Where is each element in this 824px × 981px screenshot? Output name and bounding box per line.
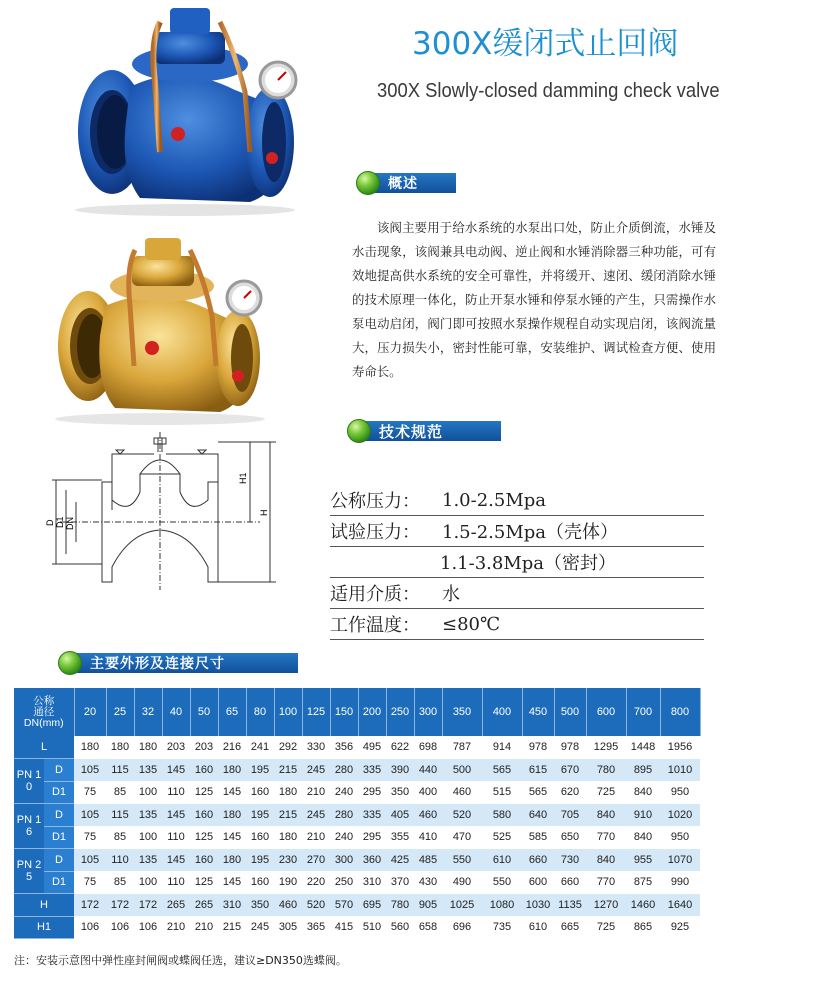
table-cell: 180 <box>274 826 302 849</box>
table-cell: 280 <box>330 804 358 827</box>
table-cell: 1010 <box>660 759 700 782</box>
pn-group-label: PN 16 <box>14 804 44 849</box>
table-cell: 195 <box>246 849 274 872</box>
table-cell: 85 <box>106 781 134 804</box>
spec-value: 水 <box>442 584 460 605</box>
table-cell: 145 <box>218 826 246 849</box>
table-cell: 580 <box>482 804 522 827</box>
table-cell: 135 <box>134 804 162 827</box>
dn-header-cell: 20 <box>74 688 106 736</box>
table-cell: 180 <box>218 804 246 827</box>
table-cell: 85 <box>106 826 134 849</box>
table-cell: 160 <box>190 849 218 872</box>
specs-heading <box>347 420 501 442</box>
table-cell: 106 <box>134 916 162 939</box>
table-cell: 770 <box>586 826 626 849</box>
diagram-label-d1: D1 <box>55 516 65 528</box>
dn-header-cell: 80 <box>246 688 274 736</box>
table-cell: 105 <box>74 804 106 827</box>
table-cell: 195 <box>246 759 274 782</box>
dimensions-table <box>14 688 701 939</box>
table-cell: 500 <box>442 759 482 782</box>
table-cell: 780 <box>386 894 414 917</box>
table-cell: 470 <box>442 826 482 849</box>
table-cell: 490 <box>442 871 482 894</box>
table-cell: 865 <box>626 916 660 939</box>
table-cell: 600 <box>522 871 554 894</box>
table-cell: 180 <box>274 781 302 804</box>
table-cell: 110 <box>106 849 134 872</box>
table-cell: 145 <box>162 804 190 827</box>
table-cell: 280 <box>330 759 358 782</box>
table-cell: 515 <box>482 781 522 804</box>
dn-header-cell: 32 <box>134 688 162 736</box>
page-title: 300X缓闭式止回阀 <box>412 26 679 62</box>
table-cell: 145 <box>162 849 190 872</box>
overview-heading <box>356 172 456 194</box>
corner-line: 公称 <box>33 694 55 707</box>
diagram-label-d: D <box>45 519 55 526</box>
bullet-ball-icon <box>58 651 82 675</box>
table-cell: 110 <box>162 781 190 804</box>
table-cell: 240 <box>330 826 358 849</box>
row-sub-label: D1 <box>44 826 74 849</box>
table-cell: 100 <box>134 826 162 849</box>
table-cell: 440 <box>414 759 442 782</box>
table-cell: 160 <box>190 804 218 827</box>
table-cell: 110 <box>162 871 190 894</box>
table-cell: 100 <box>134 781 162 804</box>
table-cell: 460 <box>414 804 442 827</box>
spec-value: 1.0-2.5Mpa <box>442 489 547 511</box>
table-cell: 245 <box>302 804 330 827</box>
table-cell: 1956 <box>660 736 700 759</box>
row-sub-label: D1 <box>44 871 74 894</box>
table-cell: 350 <box>386 781 414 804</box>
dn-header-cell: 500 <box>554 688 586 736</box>
table-cell: 210 <box>190 916 218 939</box>
table-cell: 350 <box>246 894 274 917</box>
row-label: H1 <box>14 916 74 939</box>
table-row <box>14 871 700 894</box>
table-cell: 330 <box>302 736 330 759</box>
table-cell: 650 <box>554 826 586 849</box>
table-cell: 705 <box>554 804 586 827</box>
table-cell: 105 <box>74 759 106 782</box>
table-cell: 520 <box>302 894 330 917</box>
table-cell: 215 <box>274 759 302 782</box>
table-cell: 570 <box>330 894 358 917</box>
table-row <box>14 849 700 872</box>
table-cell: 240 <box>330 781 358 804</box>
table-cell: 300 <box>330 849 358 872</box>
table-cell: 265 <box>162 894 190 917</box>
table-cell: 840 <box>626 781 660 804</box>
table-cell: 172 <box>106 894 134 917</box>
table-cell: 840 <box>586 804 626 827</box>
spec-row-test-pressure-seal <box>330 547 704 578</box>
table-cell: 335 <box>358 759 386 782</box>
table-cell: 520 <box>442 804 482 827</box>
table-cell: 914 <box>482 736 522 759</box>
table-cell: 210 <box>302 781 330 804</box>
diagram-label-h: H <box>259 509 269 516</box>
table-cell: 565 <box>522 781 554 804</box>
table-cell: 245 <box>246 916 274 939</box>
table-cell: 180 <box>74 736 106 759</box>
spec-key: 公称压力： <box>330 491 420 512</box>
table-cell: 310 <box>218 894 246 917</box>
table-cell: 125 <box>190 826 218 849</box>
dn-header-cell: 350 <box>442 688 482 736</box>
table-cell: 160 <box>246 826 274 849</box>
table-cell: 840 <box>586 849 626 872</box>
table-cell: 310 <box>358 871 386 894</box>
table-cell: 355 <box>386 826 414 849</box>
table-cell: 780 <box>586 759 626 782</box>
spec-value: ≤80℃ <box>442 613 501 635</box>
table-cell: 610 <box>482 849 522 872</box>
dn-header-cell: 250 <box>386 688 414 736</box>
table-cell: 585 <box>522 826 554 849</box>
dims-heading <box>58 652 298 674</box>
bullet-ball-icon <box>356 171 380 195</box>
table-cell: 730 <box>554 849 586 872</box>
table-cell: 270 <box>302 849 330 872</box>
table-cell: 115 <box>106 759 134 782</box>
table-cell: 787 <box>442 736 482 759</box>
table-cell: 75 <box>74 826 106 849</box>
table-cell: 615 <box>522 759 554 782</box>
table-cell: 660 <box>554 871 586 894</box>
table-cell: 203 <box>162 736 190 759</box>
table-cell: 356 <box>330 736 358 759</box>
table-cell: 216 <box>218 736 246 759</box>
corner-line: DN(mm) <box>23 716 64 729</box>
table-cell: 250 <box>330 871 358 894</box>
table-row <box>14 826 700 849</box>
table-cell: 172 <box>134 894 162 917</box>
dn-header-cell: 700 <box>626 688 660 736</box>
table-cell: 460 <box>442 781 482 804</box>
table-cell: 292 <box>274 736 302 759</box>
brass-valve-image <box>40 236 270 426</box>
table-cell: 85 <box>106 871 134 894</box>
table-cell: 560 <box>386 916 414 939</box>
table-cell: 955 <box>626 849 660 872</box>
table-cell: 640 <box>522 804 554 827</box>
table-cell: 425 <box>386 849 414 872</box>
blue-valve-image <box>60 2 310 217</box>
table-cell: 1070 <box>660 849 700 872</box>
table-cell: 410 <box>414 826 442 849</box>
table-cell: 195 <box>246 804 274 827</box>
table-cell: 115 <box>106 804 134 827</box>
table-cell: 295 <box>358 826 386 849</box>
table-cell: 895 <box>626 759 660 782</box>
table-cell: 203 <box>190 736 218 759</box>
table-cell: 525 <box>482 826 522 849</box>
table-cell: 550 <box>482 871 522 894</box>
spec-key: 适用介质： <box>330 584 420 605</box>
row-label: L <box>14 736 74 759</box>
table-cell: 978 <box>554 736 586 759</box>
dn-header-cell: 200 <box>358 688 386 736</box>
page-subtitle: 300X Slowly-closed damming check valve <box>377 80 720 102</box>
table-cell: 106 <box>106 916 134 939</box>
table-cell: 696 <box>442 916 482 939</box>
overview-heading-text: 概述 <box>374 173 456 193</box>
table-cell: 125 <box>190 781 218 804</box>
table-cell: 840 <box>626 826 660 849</box>
table-cell: 400 <box>414 781 442 804</box>
table-cell: 75 <box>74 781 106 804</box>
table-cell: 210 <box>162 916 190 939</box>
table-cell: 245 <box>302 759 330 782</box>
spec-value: 1.1-3.8Mpa（密封） <box>440 553 617 574</box>
table-cell: 360 <box>358 849 386 872</box>
dn-header-cell: 65 <box>218 688 246 736</box>
table-row <box>14 759 700 782</box>
table-cell: 550 <box>442 849 482 872</box>
table-cell: 905 <box>414 894 442 917</box>
specs-list <box>330 485 704 640</box>
dn-header-cell: 450 <box>522 688 554 736</box>
overview-text: 该阀主要用于给水系统的水泵出口处，防止介质倒流，水锤及水击现象，该阀兼具电动阀、逆止阀和水锤消除器三种功能，可有效地提高供水系统的安全可靠性，并将缓开、速闭、缓闭消除水锤的技术原理一体化，防止开泵水锤和停泵水锤的产生，只需操作水泵电动启闭，阀门即可按照水泵操作规程自动实现启闭，该阀流量大，压力损失小，密封性能可靠，安装维护、调试检查方便、使用寿命长。 <box>352 220 716 379</box>
table-cell: 145 <box>218 871 246 894</box>
table-cell: 145 <box>162 759 190 782</box>
table-cell: 145 <box>218 781 246 804</box>
table-cell: 660 <box>522 849 554 872</box>
table-cell: 495 <box>358 736 386 759</box>
table-cell: 1460 <box>626 894 660 917</box>
table-row <box>14 894 700 917</box>
specs-heading-text: 技术规范 <box>365 421 501 441</box>
table-cell: 925 <box>660 916 700 939</box>
table-cell: 180 <box>218 849 246 872</box>
table-cell: 230 <box>274 849 302 872</box>
table-cell: 106 <box>74 916 106 939</box>
table-cell: 160 <box>246 871 274 894</box>
spec-value: 1.5-2.5Mpa（壳体） <box>442 522 619 543</box>
table-cell: 990 <box>660 871 700 894</box>
table-cell: 565 <box>482 759 522 782</box>
table-cell: 695 <box>358 894 386 917</box>
table-cell: 415 <box>330 916 358 939</box>
table-cell: 510 <box>358 916 386 939</box>
pn-group-label: PN 10 <box>14 759 44 804</box>
table-cell: 100 <box>134 871 162 894</box>
table-cell: 105 <box>74 849 106 872</box>
spec-row-nominal-pressure <box>330 485 704 516</box>
spec-row-test-pressure <box>330 516 704 547</box>
valve-dimension-diagram <box>40 432 290 592</box>
table-cell: 735 <box>482 916 522 939</box>
table-cell: 190 <box>274 871 302 894</box>
table-row <box>14 804 700 827</box>
table-cell: 725 <box>586 916 626 939</box>
row-label: H <box>14 894 74 917</box>
dn-header-cell: 40 <box>162 688 190 736</box>
dn-header-cell: 400 <box>482 688 522 736</box>
table-cell: 725 <box>586 781 626 804</box>
spec-key: 工作温度： <box>330 615 420 636</box>
row-sub-label: D <box>44 804 74 827</box>
table-cell: 1080 <box>482 894 522 917</box>
table-cell: 390 <box>386 759 414 782</box>
row-sub-label: D1 <box>44 781 74 804</box>
table-cell: 75 <box>74 871 106 894</box>
table-cell: 658 <box>414 916 442 939</box>
table-cell: 110 <box>162 826 190 849</box>
table-cell: 370 <box>386 871 414 894</box>
table-cell: 665 <box>554 916 586 939</box>
table-cell: 365 <box>302 916 330 939</box>
table-cell: 295 <box>358 781 386 804</box>
table-cell: 485 <box>414 849 442 872</box>
table-row <box>14 916 700 939</box>
spec-row-temperature <box>330 609 704 640</box>
table-cell: 405 <box>386 804 414 827</box>
footnote: 注：安装示意图中弹性座封闸阀或蝶阀任选，建议≥DN350选蝶阀。 <box>14 954 347 967</box>
table-cell: 215 <box>274 804 302 827</box>
dims-heading-text: 主要外形及连接尺寸 <box>76 653 298 673</box>
table-cell: 770 <box>586 871 626 894</box>
table-cell: 1020 <box>660 804 700 827</box>
table-cell: 1270 <box>586 894 626 917</box>
table-cell: 1295 <box>586 736 626 759</box>
corner-line: 通径 <box>33 705 55 718</box>
row-sub-label: D <box>44 849 74 872</box>
table-cell: 335 <box>358 804 386 827</box>
diagram-label-dn: DN <box>65 517 75 530</box>
table-row <box>14 781 700 804</box>
row-sub-label: D <box>44 759 74 782</box>
table-cell: 180 <box>134 736 162 759</box>
table-cell: 125 <box>190 871 218 894</box>
table-cell: 430 <box>414 871 442 894</box>
table-cell: 220 <box>302 871 330 894</box>
table-cell: 950 <box>660 826 700 849</box>
table-cell: 875 <box>626 871 660 894</box>
spec-key: 试验压力： <box>330 522 420 543</box>
table-cell: 1640 <box>660 894 700 917</box>
table-cell: 910 <box>626 804 660 827</box>
dn-header-cell: 300 <box>414 688 442 736</box>
spec-row-medium <box>330 578 704 609</box>
dn-header-cell: 150 <box>330 688 358 736</box>
dn-header-cell: 125 <box>302 688 330 736</box>
table-cell: 698 <box>414 736 442 759</box>
diagram-label-h1: H1 <box>238 472 248 484</box>
table-cell: 670 <box>554 759 586 782</box>
table-cell: 135 <box>134 849 162 872</box>
dn-header-cell: 800 <box>660 688 700 736</box>
table-cell: 265 <box>190 894 218 917</box>
table-cell: 460 <box>274 894 302 917</box>
pn-group-label: PN 25 <box>14 849 44 894</box>
table-cell: 1448 <box>626 736 660 759</box>
table-cell: 1135 <box>554 894 586 917</box>
bullet-ball-icon <box>347 419 371 443</box>
table-cell: 950 <box>660 781 700 804</box>
table-cell: 160 <box>246 781 274 804</box>
table-corner-header <box>14 688 74 736</box>
table-cell: 215 <box>218 916 246 939</box>
table-cell: 305 <box>274 916 302 939</box>
table-cell: 172 <box>74 894 106 917</box>
table-cell: 241 <box>246 736 274 759</box>
table-row <box>14 736 700 759</box>
table-cell: 160 <box>190 759 218 782</box>
table-cell: 135 <box>134 759 162 782</box>
dn-header-cell: 100 <box>274 688 302 736</box>
dn-header-cell: 50 <box>190 688 218 736</box>
table-cell: 210 <box>302 826 330 849</box>
table-cell: 978 <box>522 736 554 759</box>
table-cell: 610 <box>522 916 554 939</box>
table-cell: 1030 <box>522 894 554 917</box>
dn-header-cell: 25 <box>106 688 134 736</box>
table-cell: 622 <box>386 736 414 759</box>
dn-header-cell: 600 <box>586 688 626 736</box>
table-cell: 180 <box>218 759 246 782</box>
table-cell: 180 <box>106 736 134 759</box>
table-cell: 620 <box>554 781 586 804</box>
table-cell: 1025 <box>442 894 482 917</box>
